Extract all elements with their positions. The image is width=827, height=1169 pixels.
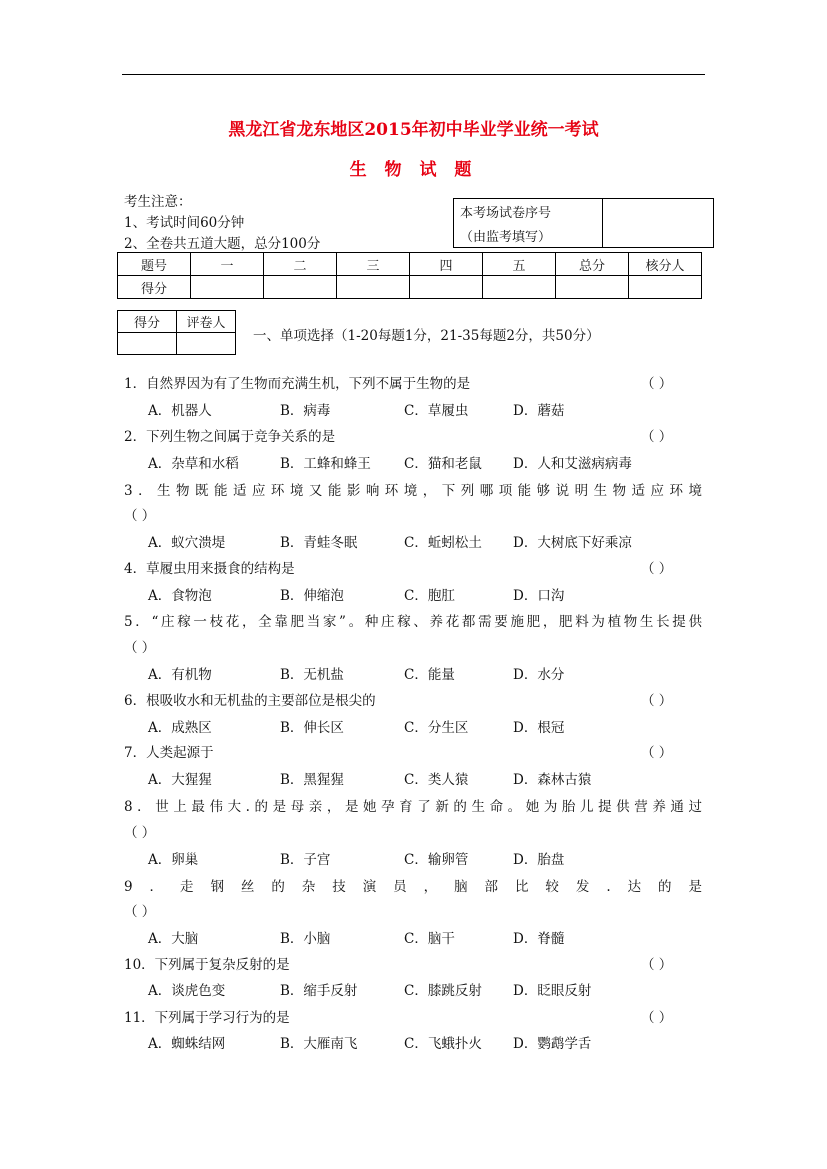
notice-heading: 考生注意： bbox=[124, 194, 192, 210]
serial-note: （由监考填写） bbox=[454, 223, 603, 248]
option-a[interactable]: A．蚁穴溃堤 bbox=[148, 535, 226, 551]
option-b[interactable]: B．大雁南飞 bbox=[280, 1036, 358, 1052]
section-1-title: 一、单项选择（1-20每题1分，21-35每题2分，共50分） bbox=[253, 328, 600, 344]
score-value-row bbox=[118, 276, 702, 299]
option-c[interactable]: C．分生区 bbox=[404, 720, 469, 736]
question-2-stem: 2．下列生物之间属于竞争关系的是 bbox=[124, 429, 336, 445]
score-header: 四 bbox=[410, 253, 483, 276]
score-header-row bbox=[118, 253, 702, 276]
score-cell[interactable] bbox=[337, 276, 410, 299]
option-b[interactable]: B．伸长区 bbox=[280, 720, 344, 736]
option-c[interactable]: C．类人猿 bbox=[404, 772, 469, 788]
option-c[interactable]: C．猫和老鼠 bbox=[404, 456, 482, 472]
option-a[interactable]: A．蜘蛛结网 bbox=[148, 1036, 226, 1052]
exam-subtitle: 生 物 试 题 bbox=[349, 160, 478, 180]
score-header: 核分人 bbox=[629, 253, 702, 276]
option-d[interactable]: D．人和艾滋病病毒 bbox=[513, 456, 632, 472]
option-a[interactable]: A．卵巢 bbox=[148, 852, 199, 868]
score-header: 总分 bbox=[556, 253, 629, 276]
option-a[interactable]: A．有机物 bbox=[148, 667, 212, 683]
option-d[interactable]: D．口沟 bbox=[513, 588, 565, 604]
option-c[interactable]: C．草履虫 bbox=[404, 403, 469, 419]
score-cell[interactable] bbox=[264, 276, 337, 299]
question-10-stem: 10．下列属于复杂反射的是 bbox=[124, 957, 290, 973]
option-b[interactable]: B．病毒 bbox=[280, 403, 331, 419]
option-a[interactable]: A．大猩猩 bbox=[148, 772, 212, 788]
grader-cell[interactable] bbox=[118, 333, 177, 355]
question-7-stem: 7．人类起源于 bbox=[124, 745, 214, 761]
score-header: 一 bbox=[191, 253, 264, 276]
score-cell[interactable] bbox=[191, 276, 264, 299]
option-b[interactable]: B．缩手反射 bbox=[280, 983, 358, 999]
question-6-stem: 6．根吸收水和无机盐的主要部位是根尖的 bbox=[124, 693, 376, 709]
score-cell[interactable] bbox=[629, 276, 702, 299]
option-d[interactable]: D．蘑菇 bbox=[513, 403, 565, 419]
option-c[interactable]: C．蚯蚓松土 bbox=[404, 535, 482, 551]
question-8-stem: 8．世上最伟大.的是母亲，是她孕育了新的生命。她为胎儿提供营养通过 bbox=[124, 799, 702, 815]
option-b[interactable]: B．黑猩猩 bbox=[280, 772, 344, 788]
score-header: 五 bbox=[483, 253, 556, 276]
answer-blank[interactable]: （ ） bbox=[124, 508, 156, 524]
exam-title: 黑龙江省龙东地区2015年初中毕业学业统一考试 bbox=[228, 120, 599, 140]
option-d[interactable]: D．森林古猿 bbox=[513, 772, 592, 788]
grader-header: 得分 bbox=[118, 311, 177, 333]
grader-table bbox=[117, 310, 236, 355]
top-rule bbox=[122, 74, 705, 75]
option-a[interactable]: A．机器人 bbox=[148, 403, 212, 419]
option-d[interactable]: D．水分 bbox=[513, 667, 565, 683]
option-a[interactable]: A．谈虎色变 bbox=[148, 983, 226, 999]
answer-blank[interactable]: （ ） bbox=[641, 561, 673, 577]
grader-cell[interactable] bbox=[177, 333, 236, 355]
option-c[interactable]: C．飞蛾扑火 bbox=[404, 1036, 482, 1052]
option-c[interactable]: C．膝跳反射 bbox=[404, 983, 482, 999]
notice-line-1: 1、考试时间60分钟 bbox=[124, 215, 245, 231]
question-1-stem: 1．自然界因为有了生物而充满生机，下列不属于生物的是 bbox=[124, 376, 471, 392]
answer-blank[interactable]: （ ） bbox=[641, 429, 673, 445]
option-b[interactable]: B．子宫 bbox=[280, 852, 331, 868]
option-d[interactable]: D．眨眼反射 bbox=[513, 983, 592, 999]
answer-blank[interactable]: （ ） bbox=[124, 825, 156, 841]
question-11-stem: 11．下列属于学习行为的是 bbox=[124, 1010, 290, 1026]
option-b[interactable]: B．小脑 bbox=[280, 931, 331, 947]
option-a[interactable]: A．成熟区 bbox=[148, 720, 212, 736]
option-d[interactable]: D．根冠 bbox=[513, 720, 565, 736]
option-a[interactable]: A．杂草和水稻 bbox=[148, 456, 239, 472]
score-header: 二 bbox=[264, 253, 337, 276]
option-c[interactable]: C．脑干 bbox=[404, 931, 455, 947]
answer-blank[interactable]: （ ） bbox=[641, 693, 673, 709]
score-cell[interactable] bbox=[556, 276, 629, 299]
answer-blank[interactable]: （ ） bbox=[124, 640, 156, 656]
question-3-stem: 3．生物既能适应环境又能影响环境，下列哪项能够说明生物适应环境 bbox=[124, 483, 702, 499]
answer-blank[interactable]: （ ） bbox=[641, 376, 673, 392]
option-a[interactable]: A．食物泡 bbox=[148, 588, 212, 604]
score-row-label: 得分 bbox=[118, 276, 191, 299]
option-d[interactable]: D．脊髓 bbox=[513, 931, 565, 947]
score-cell[interactable] bbox=[483, 276, 556, 299]
score-header: 题号 bbox=[118, 253, 191, 276]
score-header: 三 bbox=[337, 253, 410, 276]
score-table bbox=[117, 252, 702, 299]
score-cell[interactable] bbox=[410, 276, 483, 299]
option-b[interactable]: B．无机盐 bbox=[280, 667, 344, 683]
option-c[interactable]: C．输卵管 bbox=[404, 852, 469, 868]
question-9-stem: 9．走钢丝的杂技演员，脑部比较发.达的是 bbox=[124, 879, 702, 895]
option-a[interactable]: A．大脑 bbox=[148, 931, 199, 947]
question-4-stem: 4．草履虫用来摄食的结构是 bbox=[124, 561, 295, 577]
serial-number-box bbox=[453, 198, 714, 248]
notice-line-2: 2、全卷共五道大题，总分100分 bbox=[124, 236, 321, 252]
option-b[interactable]: B．伸缩泡 bbox=[280, 588, 344, 604]
option-b[interactable]: B．工蜂和蜂王 bbox=[280, 456, 371, 472]
question-5-stem: 5．“庄稼一枝花，全靠肥当家”。种庄稼、养花都需要施肥，肥料为植物生长提供 bbox=[124, 614, 702, 630]
option-d[interactable]: D．鹦鹉学舌 bbox=[513, 1036, 592, 1052]
option-c[interactable]: C．胞肛 bbox=[404, 588, 455, 604]
option-d[interactable]: D．大树底下好乘凉 bbox=[513, 535, 632, 551]
option-b[interactable]: B．青蛙冬眠 bbox=[280, 535, 358, 551]
serial-input-cell[interactable] bbox=[603, 199, 714, 248]
option-c[interactable]: C．能量 bbox=[404, 667, 455, 683]
answer-blank[interactable]: （ ） bbox=[641, 957, 673, 973]
grader-header: 评卷人 bbox=[177, 311, 236, 333]
answer-blank[interactable]: （ ） bbox=[641, 745, 673, 761]
serial-label: 本考场试卷序号 bbox=[454, 199, 603, 224]
answer-blank[interactable]: （ ） bbox=[124, 904, 156, 920]
answer-blank[interactable]: （ ） bbox=[641, 1010, 673, 1026]
option-d[interactable]: D．胎盘 bbox=[513, 852, 565, 868]
